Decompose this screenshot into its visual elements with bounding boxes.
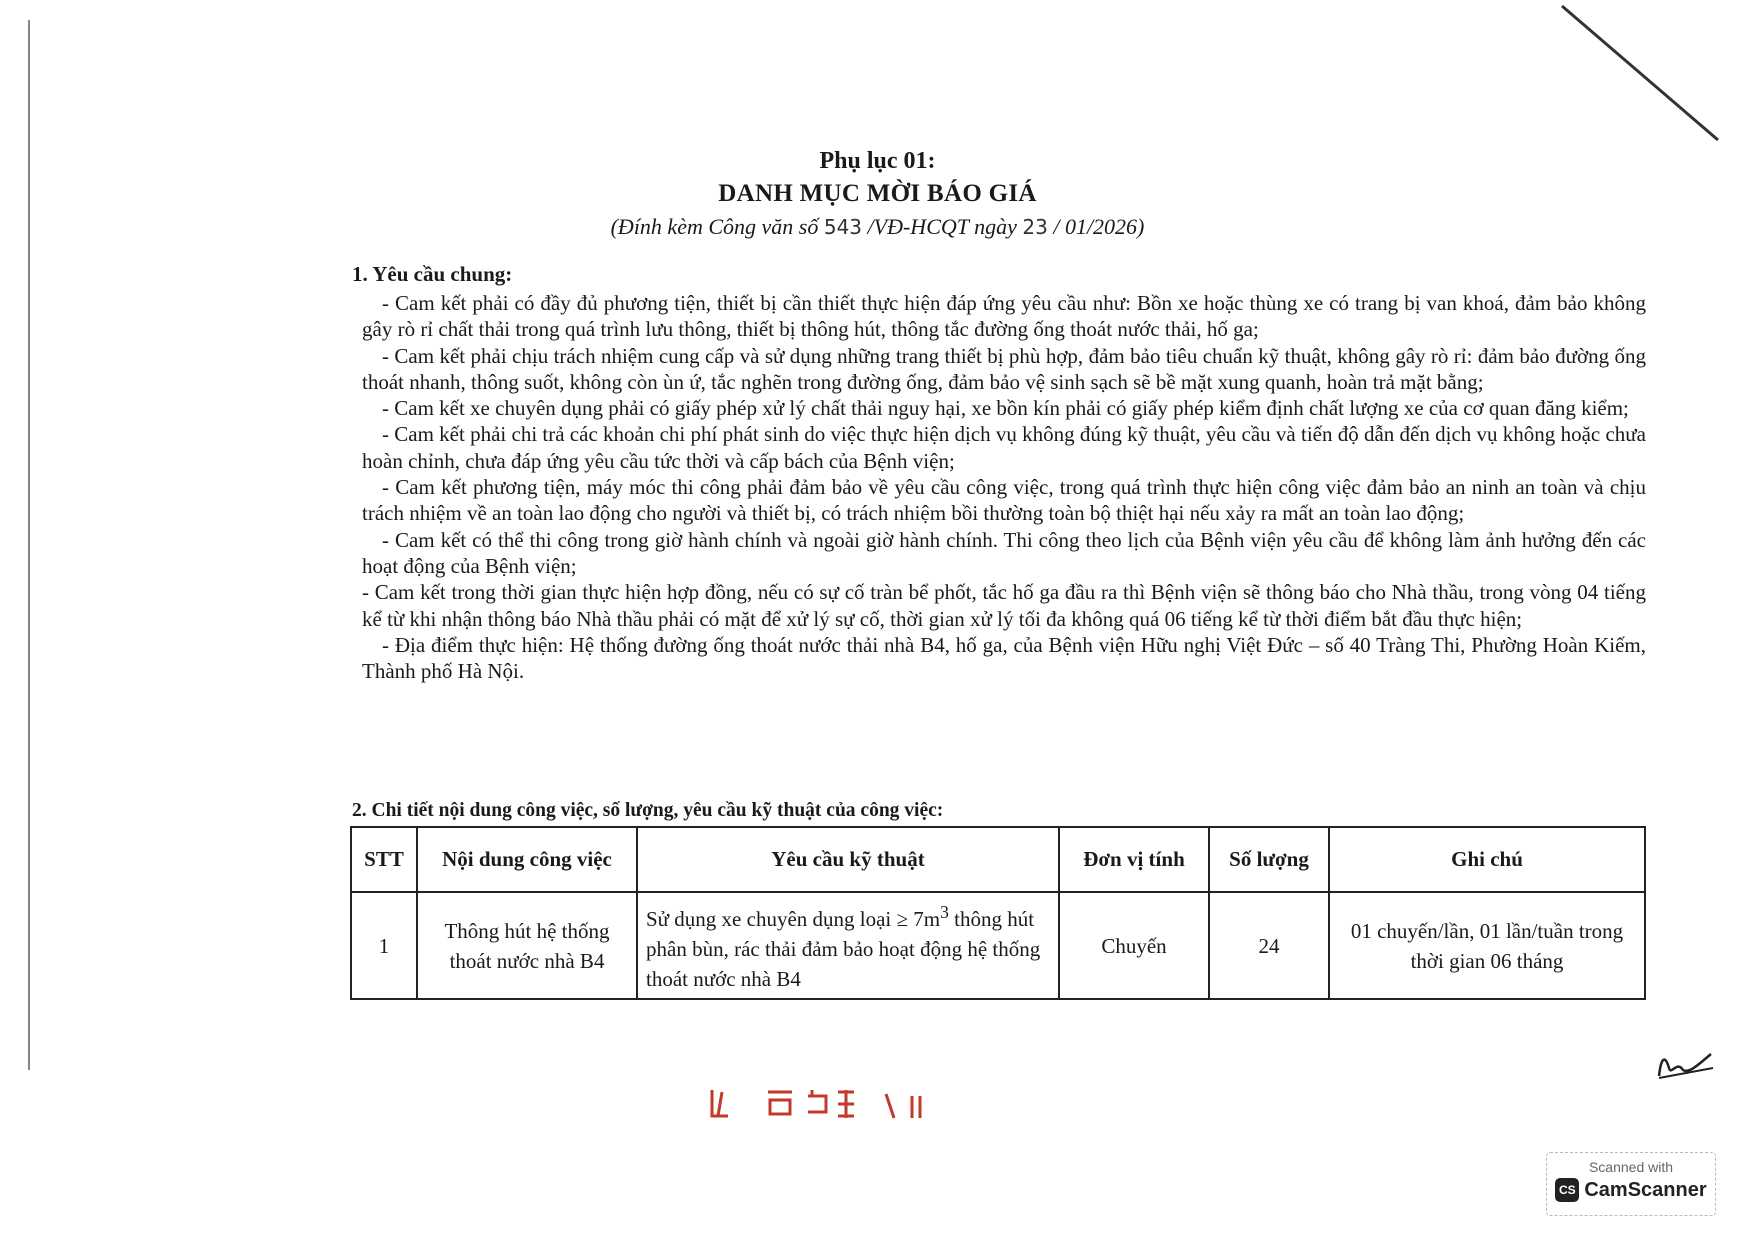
badge-name: CamScanner — [1584, 1178, 1707, 1201]
red-stamp-fragment — [708, 1086, 928, 1122]
requirement-text-a: Sử dụng xe chuyên dụng loại ≥ 7m — [646, 907, 941, 931]
header-note: Ghi chú — [1329, 827, 1645, 892]
table-row — [351, 892, 1645, 999]
requirements-text — [362, 290, 1646, 684]
cell-stt: 1 — [351, 892, 417, 999]
badge-top-text: Scanned with — [1588, 1159, 1674, 1175]
scan-edge-left — [28, 20, 30, 1070]
cell-unit: Chuyến — [1059, 892, 1209, 999]
header-quantity: Số lượng — [1209, 827, 1329, 892]
header-unit: Đơn vị tính — [1059, 827, 1209, 892]
section-2-title: 2. Chi tiết nội dung công việc, số lượng, yêu cầu kỹ thuật của công việc: — [352, 800, 944, 821]
document-reference — [120, 214, 1635, 240]
header-stt: STT — [351, 827, 417, 892]
appendix-label: Phụ lục 01: — [819, 148, 936, 174]
ref-middle: /VĐ-HCQT ngày — [867, 214, 1017, 239]
ref-prefix: (Đính kèm Công văn số — [610, 214, 819, 239]
ref-number: 543 — [823, 215, 863, 239]
requirement-paragraph: - Cam kết trong thời gian thực hiện hợp đồng, nếu có sự cố tràn bể phốt, tắc hố ga đầu ra thì Bệnh viện sẽ thông báo cho Nhà thầu, trong vòng 04 tiếng kể từ khi nhận thông báo Nhà thầu phải có mặt để xử lý sự cố, thời gian xử lý tối đa không quá 06 tiếng kể từ thời điểm bắt đầu thực hiện; — [362, 580, 1646, 631]
section-1-title: 1. Yêu cầu chung: — [352, 262, 513, 286]
requirement-superscript: 3 — [940, 902, 949, 922]
cell-note: 01 chuyến/lần, 01 lần/tuần trong thời gian 06 tháng — [1329, 892, 1645, 999]
cell-requirement — [637, 892, 1059, 999]
requirement-paragraph: - Cam kết xe chuyên dụng phải có giấy phép xử lý chất thải nguy hại, xe bồn kín phải có giấy phép kiểm định chất lượng xe của cơ quan đăng kiểm; — [382, 396, 1629, 421]
requirement-paragraph: - Cam kết phải chịu trách nhiệm cung cấp và sử dụng những trang thiết bị phù hợp, đảm bảo tiêu chuẩn kỹ thuật, không gây rò rỉ: đảm bảo đường ống thoát nhanh, thông suốt, không còn ùn ứ, tắc nghẽn trong đường ống, đảm bảo vệ sinh sạch sẽ bề mặt xung quanh, hoàn trả mặt bằng; — [362, 343, 1646, 394]
table-header-row — [351, 827, 1645, 892]
cell-quantity: 24 — [1209, 892, 1329, 999]
badge-row — [1547, 1178, 1715, 1202]
work-table — [350, 826, 1646, 1000]
cell-content: Thông hút hệ thống thoát nước nhà B4 — [417, 892, 637, 999]
header-requirement: Yêu cầu kỹ thuật — [637, 827, 1059, 892]
header-content: Nội dung công việc — [417, 827, 637, 892]
requirement-paragraph: - Địa điểm thực hiện: Hệ thống đường ống thoát nước thải nhà B4, hố ga, của Bệnh viện Hữu nghị Việt Đức – số 40 Tràng Thi, Phường Hoàn Kiếm, Thành phố Hà Nội. — [362, 632, 1646, 684]
signature — [1655, 1048, 1715, 1082]
ref-suffix: / 01/2026) — [1053, 214, 1145, 239]
requirement-paragraph: - Cam kết phương tiện, máy móc thi công phải đảm bảo về yêu cầu công việc, trong quá trình thực hiện công việc đảm bảo an ninh an toàn và chịu trách nhiệm về an toàn lao động cho người và thiết bị, có trách nhiệm bồi thường toàn bộ thiệt hại nếu xảy ra mất an toàn lao động; — [362, 475, 1646, 526]
scan-corner-mark — [1560, 4, 1720, 144]
requirement-text-b: thông hút phân bùn, rác thải đảm bảo hoạt động hệ thống thoát nước nhà B4 — [646, 907, 1041, 991]
ref-day: 23 — [1022, 215, 1048, 239]
document-title: DANH MỤC MỜI BÁO GIÁ — [718, 180, 1037, 207]
requirement-paragraph: - Cam kết phải có đầy đủ phương tiện, thiết bị cần thiết thực hiện đáp ứng yêu cầu như: Bồn xe hoặc thùng xe có trang bị van khoá, đảm bảo không gây rò rỉ chất thải trong quá trình lưu thông, thiết bị thông hút, thông tắc đường ống thoát nước thải, hố ga; — [362, 291, 1646, 342]
camscanner-badge — [1546, 1152, 1716, 1216]
requirement-paragraph: - Cam kết có thể thi công trong giờ hành chính và ngoài giờ hành chính. Thi công theo lịch của Bệnh viện yêu cầu để không làm ảnh hưởng đến các hoạt động của Bệnh viện; — [362, 527, 1646, 578]
requirement-paragraph: - Cam kết phải chi trả các khoản chi phí phát sinh do việc thực hiện dịch vụ không đúng kỹ thuật, yêu cầu và tiến độ dẫn đến dịch vụ không hoặc chưa hoàn chỉnh, chưa đáp ứng yêu cầu tức thời và cấp bách của Bệnh viện; — [362, 422, 1646, 473]
camscanner-logo-icon: CS — [1555, 1178, 1579, 1202]
